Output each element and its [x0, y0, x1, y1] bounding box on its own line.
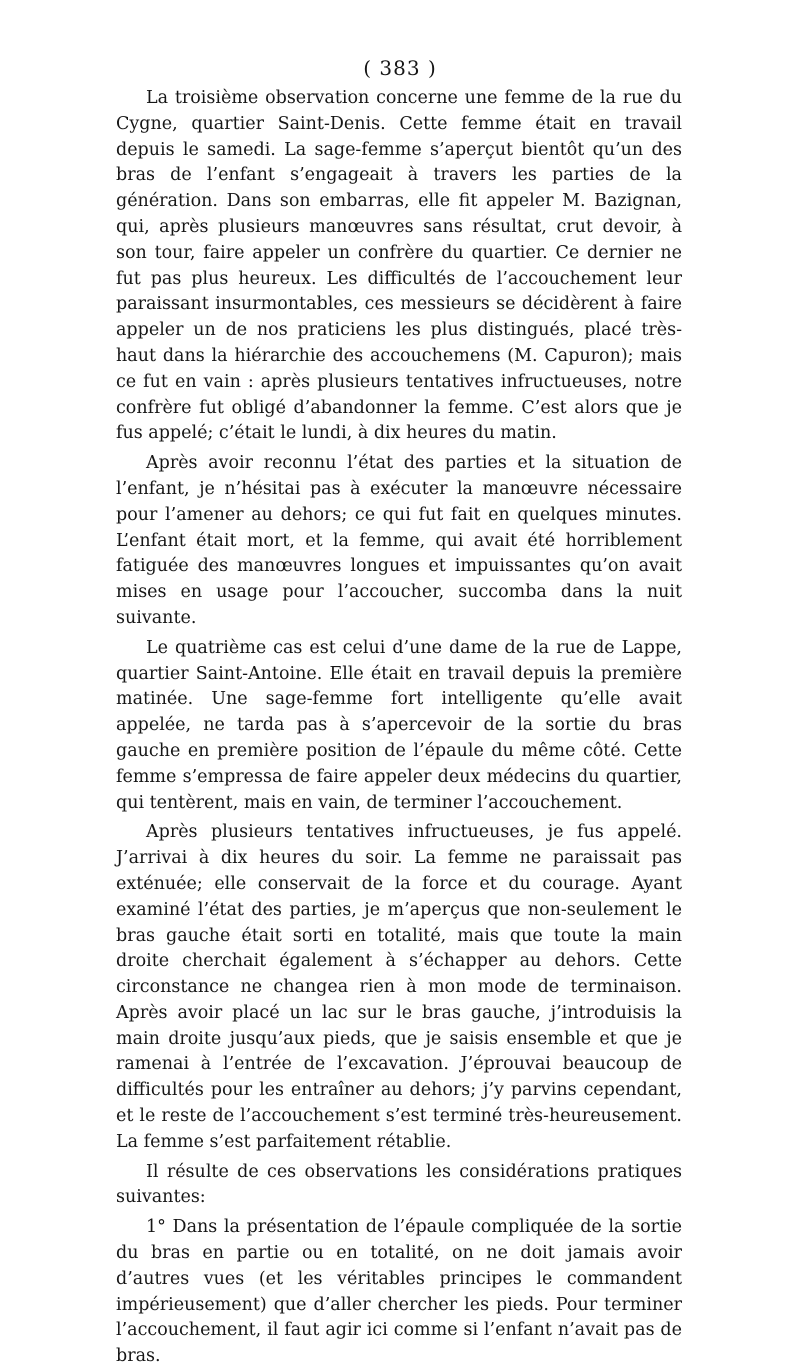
paragraph-first-consideration: 1° Dans la présentation de l’épaule compliquée de la sortie du bras en partie ou en totalité, on ne doit jamais avoir d’autres vues (et les véritables principes le commandent impérieusement) que d’aller chercher les pieds. Pour terminer l’accouchement, il faut agir ici comme si l’enfant n’avait pas de bras.	[116, 1217, 682, 1367]
paragraph-fourth-case: Le quatrième cas est celui d’une dame de la rue de Lappe, quartier Saint-Antoine. Elle était en travail depuis la première matinée. Une sage-femme fort intelligente qu’elle avait appelée, ne tarda pas à s’apercevoir de la sortie du bras gauche en première position de l’épaule du même côté. Cette femme s’empressa de faire appeler deux médecins du quartier, qui tentèrent, mais en vain, de terminer l’accouchement.	[116, 637, 682, 813]
body-text	[116, 86, 682, 1370]
paragraph-called-in: Après plusieurs tentatives infructueuses, je fus appelé. J’arrivai à dix heures du soir. La femme ne paraissait pas exténuée; elle conservait de la force et du courage. Ayant examiné l’état des parties, je m’aperçus que non-seulement le bras gauche était sorti en totalité, mais que toute la main droite cherchait également à s’échapper au dehors. Cette circonstance ne changea rien à mon mode de terminaison. Après avoir placé un lac sur le bras gauche, j’introduisis la main droite jusqu’aux pieds, que je saisis ensemble et que je ramenai à l’entrée de l’excavation. J’éprouvai beaucoup de difficultés pour les entraîner au dehors; j’y parvins cependant, et le reste de l’accouchement s’est terminé très-heureusement. La femme s’est parfaitement rétablie.	[116, 822, 682, 1152]
paragraph-manoeuvre-result: Après avoir reconnu l’état des parties et la situation de l’enfant, je n’hésitai pas à exécuter la manœuvre nécessaire pour l’amener au dehors; ce qui fut fait en quelques minutes. L’enfant était mort, et la femme, qui avait été horriblement fatiguée des manœuvres longues et impuissantes qu’on avait mises en usage pour l’accoucher, succomba dans la nuit suivante.	[116, 453, 682, 628]
paragraph-third-observation: La troisième observation concerne une femme de la rue du Cygne, quartier Saint-Denis. Cette femme était en travail depuis le samedi. La sage-femme s’aperçut bientôt qu’un des bras de l’enfant s’engageait à travers les parties de la génération. Dans son embarras, elle fit appeler M. Bazignan, qui, après plusieurs manœuvres sans résultat, crut devoir, à son tour, faire appeler un confrère du quartier. Ce dernier ne fut pas plus heureux. Les difficultés de l’accouchement leur paraissant insurmontables, ces messieurs se décidèrent à faire appeler un de nos praticiens les plus distingués, placé très-haut dans la hiérarchie des accouchemens (M. Capuron); mais ce fut en vain : après plusieurs tentatives infructueuses, notre confrère fut obligé d’abandonner la femme. C’est alors que je fus appelé; c’était le lundi, à dix heures du matin.	[116, 88, 682, 444]
paragraph-considerations-intro: Il résulte de ces observations les considérations pratiques suivantes:	[116, 1161, 682, 1208]
page-number: ( 383 )	[363, 56, 437, 80]
